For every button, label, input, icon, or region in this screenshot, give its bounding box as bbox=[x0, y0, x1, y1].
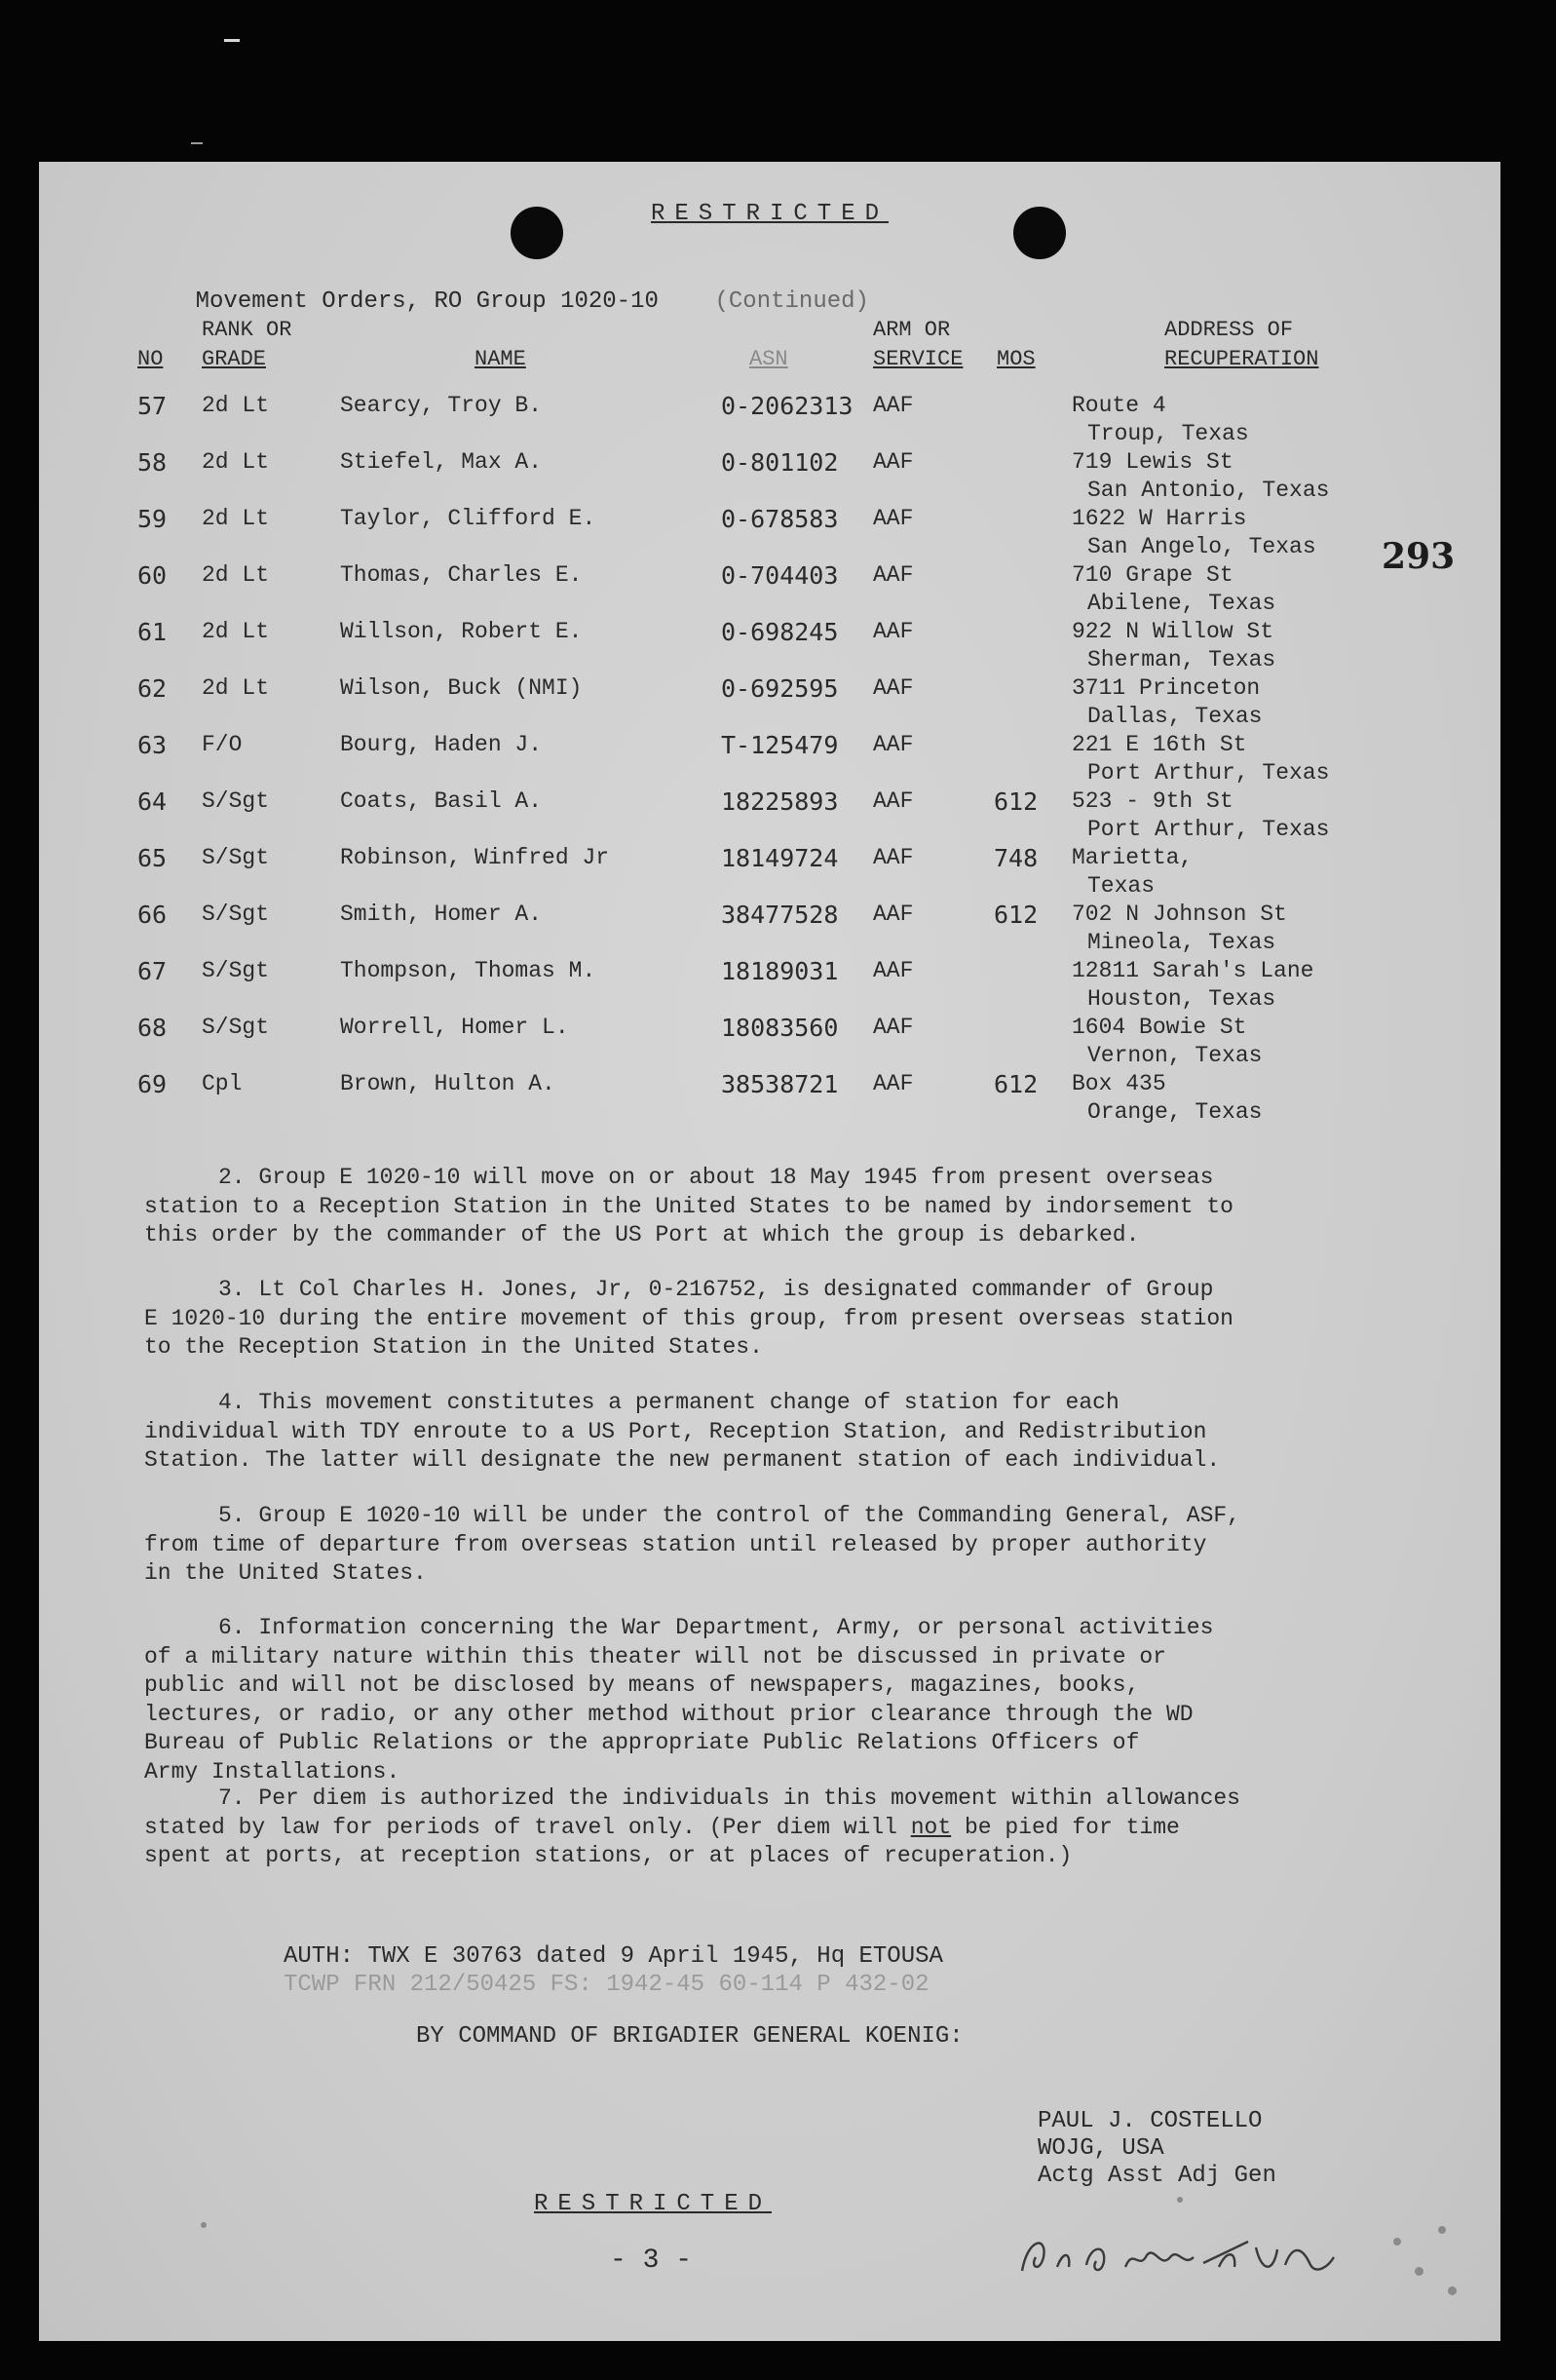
command-line: BY COMMAND OF BRIGADIER GENERAL KOENIG: bbox=[416, 2023, 964, 2050]
row-address-line-1: 3711 Princeton bbox=[1072, 675, 1261, 701]
row-arm: AAF bbox=[873, 788, 914, 814]
signature-name: PAUL J. COSTELLO bbox=[1038, 2108, 1263, 2134]
row-arm: AAF bbox=[873, 675, 914, 701]
speck bbox=[1438, 2226, 1446, 2234]
speck bbox=[1393, 2238, 1401, 2246]
row-address-line-1: 719 Lewis St bbox=[1072, 449, 1233, 475]
row-address-line-1: 710 Grape St bbox=[1072, 562, 1233, 588]
row-arm: AAF bbox=[873, 562, 914, 588]
paragraph-line bbox=[144, 1276, 1450, 1305]
footer-classification: RESTRICTED bbox=[533, 2191, 773, 2217]
paragraph-2 bbox=[144, 1164, 1450, 1250]
row-address-line-2: San Angelo, Texas bbox=[1087, 534, 1316, 559]
paragraph-line bbox=[144, 1643, 1450, 1672]
paragraph-text: Station. The latter will designate the new permanent station of each individual. bbox=[144, 1447, 1221, 1473]
row-number: 66 bbox=[137, 901, 168, 929]
row-name: Robinson, Winfred Jr bbox=[340, 845, 610, 870]
page-stamp-number: 293 bbox=[1382, 536, 1456, 577]
row-grade: 2d Lt bbox=[202, 562, 270, 588]
document-page bbox=[39, 162, 1500, 2341]
row-address-line-2: Sherman, Texas bbox=[1087, 647, 1276, 672]
row-asn: 0-2062313 bbox=[721, 392, 854, 420]
row-address-line-1: 523 - 9th St bbox=[1072, 788, 1233, 814]
paragraph-line bbox=[144, 1305, 1450, 1334]
row-name: Brown, Hulton A. bbox=[340, 1071, 555, 1096]
row-arm: AAF bbox=[873, 619, 914, 644]
row-asn: 0-692595 bbox=[721, 674, 839, 703]
row-address-line-1: Box 435 bbox=[1072, 1071, 1166, 1096]
edge-mark bbox=[224, 39, 240, 42]
paragraph-text: Per diem is authorized the individuals in this movement within allowances bbox=[258, 1785, 1240, 1811]
row-arm: AAF bbox=[873, 393, 914, 418]
header-arm-top: ARM OR bbox=[873, 318, 951, 342]
signature-title: Actg Asst Adj Gen bbox=[1038, 2163, 1276, 2189]
paragraph-5 bbox=[144, 1502, 1450, 1589]
row-asn: 18149724 bbox=[721, 844, 839, 872]
paragraph-text: spent at ports, at reception stations, or at places of recuperation.) bbox=[144, 1843, 1073, 1868]
row-grade: 2d Lt bbox=[202, 393, 270, 418]
row-mos: 748 bbox=[994, 844, 1039, 872]
paragraph-line bbox=[144, 1814, 1450, 1843]
row-asn: 38477528 bbox=[721, 901, 839, 929]
row-number: 57 bbox=[137, 392, 168, 420]
paragraph-text: to the Reception Station in the United States. bbox=[144, 1334, 763, 1360]
row-arm: AAF bbox=[873, 732, 914, 757]
header-asn: ASN bbox=[749, 347, 788, 371]
paragraph-line bbox=[144, 1164, 1450, 1193]
paragraph-text: station to a Reception Station in the United States to be named by indorsement to bbox=[144, 1193, 1233, 1219]
paragraph-number: 6. bbox=[218, 1615, 246, 1640]
row-address-line-1: Marietta, bbox=[1072, 845, 1194, 870]
row-address-line-1: 702 N Johnson St bbox=[1072, 902, 1287, 927]
row-address-line-2: Houston, Texas bbox=[1087, 986, 1276, 1012]
paragraph-text: from time of departure from overseas station until released by proper authority bbox=[144, 1531, 1207, 1557]
row-address-line-2: Port Arthur, Texas bbox=[1087, 760, 1330, 786]
row-name: Thomas, Charles E. bbox=[340, 562, 583, 588]
paragraph-text: Information concerning the War Department, Army, or personal activities bbox=[258, 1615, 1214, 1640]
row-grade: S/Sgt bbox=[202, 958, 270, 983]
header-name: NAME bbox=[474, 347, 526, 371]
row-number: 69 bbox=[137, 1070, 168, 1098]
row-address-line-2: Texas bbox=[1087, 873, 1156, 899]
paragraph-text: Group E 1020-10 will be under the control of the Commanding General, ASF, bbox=[258, 1503, 1240, 1528]
paragraph-text: public and will not be disclosed by means of newspapers, magazines, books, bbox=[144, 1672, 1140, 1698]
row-name: Worrell, Homer L. bbox=[340, 1015, 569, 1040]
paragraph-3 bbox=[144, 1276, 1450, 1363]
paragraph-text: Group E 1020-10 will move on or about 18 May 1945 from present overseas bbox=[258, 1165, 1214, 1190]
row-grade: S/Sgt bbox=[202, 902, 270, 927]
row-address-line-1: 221 E 16th St bbox=[1072, 732, 1247, 757]
paragraph-line bbox=[144, 1758, 1450, 1787]
paragraph-text: lectures, or radio, or any other method without prior clearance through the WD bbox=[144, 1701, 1194, 1727]
row-address-line-2: San Antonio, Texas bbox=[1087, 478, 1330, 503]
row-asn: 38538721 bbox=[721, 1070, 839, 1098]
speck bbox=[1415, 2267, 1423, 2276]
row-arm: AAF bbox=[873, 902, 914, 927]
continued-note: (Continued) bbox=[714, 288, 869, 315]
paragraph-line bbox=[144, 1614, 1450, 1643]
paragraph-text: in the United States. bbox=[144, 1560, 427, 1586]
row-name: Stiefel, Max A. bbox=[340, 449, 543, 475]
row-number: 63 bbox=[137, 731, 168, 759]
signature-rank: WOJG, USA bbox=[1038, 2135, 1164, 2162]
row-name: Coats, Basil A. bbox=[340, 788, 543, 814]
row-number: 61 bbox=[137, 618, 168, 646]
row-address-line-1: Route 4 bbox=[1072, 393, 1166, 418]
paragraph-number: 4. bbox=[218, 1390, 246, 1415]
row-address-line-2: Orange, Texas bbox=[1087, 1099, 1263, 1125]
row-address-line-1: 12811 Sarah's Lane bbox=[1072, 958, 1314, 983]
row-name: Thompson, Thomas M. bbox=[340, 958, 596, 983]
paragraph-line bbox=[144, 1193, 1450, 1222]
row-asn: 0-698245 bbox=[721, 618, 839, 646]
row-grade: S/Sgt bbox=[202, 788, 270, 814]
paragraph-line bbox=[144, 1842, 1450, 1871]
row-asn: 18189031 bbox=[721, 957, 839, 985]
paragraph-text: E 1020-10 during the entire movement of this group, from present overseas station bbox=[144, 1305, 1233, 1331]
row-arm: AAF bbox=[873, 506, 914, 531]
row-address-line-2: Vernon, Texas bbox=[1087, 1043, 1263, 1068]
paragraph-text: Bureau of Public Relations or the appropriate Public Relations Officers of bbox=[144, 1730, 1140, 1755]
row-mos: 612 bbox=[994, 1070, 1039, 1098]
row-name: Wilson, Buck (NMI) bbox=[340, 675, 583, 701]
row-arm: AAF bbox=[873, 449, 914, 475]
row-grade: 2d Lt bbox=[202, 619, 270, 644]
row-arm: AAF bbox=[873, 958, 914, 983]
header-classification: RESTRICTED bbox=[650, 201, 890, 227]
header-mos: MOS bbox=[997, 347, 1036, 371]
row-address-line-2: Troup, Texas bbox=[1087, 421, 1249, 446]
row-name: Taylor, Clifford E. bbox=[340, 506, 596, 531]
row-address-line-2: Port Arthur, Texas bbox=[1087, 817, 1330, 842]
row-grade: 2d Lt bbox=[202, 675, 270, 701]
paragraph-line bbox=[144, 1446, 1450, 1476]
row-address-line-2: Mineola, Texas bbox=[1087, 930, 1276, 955]
paragraph-line bbox=[144, 1333, 1450, 1363]
row-name: Searcy, Troy B. bbox=[340, 393, 543, 418]
row-grade: S/Sgt bbox=[202, 845, 270, 870]
row-name: Bourg, Haden J. bbox=[340, 732, 543, 757]
paragraph-number: 7. bbox=[218, 1785, 246, 1811]
row-grade: 2d Lt bbox=[202, 449, 270, 475]
paragraph-4 bbox=[144, 1389, 1450, 1476]
row-number: 64 bbox=[137, 787, 168, 816]
row-address-line-1: 1604 Bowie St bbox=[1072, 1015, 1247, 1040]
paragraph-text: Lt Col Charles H. Jones, Jr, 0-216752, is designated commander of Group bbox=[258, 1277, 1214, 1302]
paragraph-line bbox=[144, 1671, 1450, 1701]
row-asn: 18083560 bbox=[721, 1014, 839, 1042]
paragraph-text: of a military nature within this theater will not be discussed in private or bbox=[144, 1643, 1166, 1670]
row-asn: T-125479 bbox=[721, 731, 839, 759]
row-address-line-1: 1622 W Harris bbox=[1072, 506, 1247, 531]
row-name: Smith, Homer A. bbox=[340, 902, 543, 927]
auth-line-2: TCWP FRN 212/50425 FS: 1942-45 60-114 P 432-02 bbox=[284, 1972, 930, 1998]
paragraph-line bbox=[144, 1785, 1450, 1814]
speck bbox=[1177, 2197, 1183, 2203]
row-number: 67 bbox=[137, 957, 168, 985]
row-arm: AAF bbox=[873, 845, 914, 870]
paragraph-line bbox=[144, 1418, 1450, 1447]
paragraph-number: 5. bbox=[218, 1503, 246, 1528]
paragraph-line bbox=[144, 1389, 1450, 1418]
row-asn: 0-704403 bbox=[721, 561, 839, 590]
row-grade: F/O bbox=[202, 732, 243, 757]
paragraph-text: individual with TDY enroute to a US Port, Reception Station, and Redistribution bbox=[144, 1418, 1207, 1444]
row-number: 68 bbox=[137, 1014, 168, 1042]
paragraph-line bbox=[144, 1729, 1450, 1758]
row-arm: AAF bbox=[873, 1015, 914, 1040]
header-recuperation: RECUPERATION bbox=[1164, 347, 1319, 371]
row-address-line-2: Abilene, Texas bbox=[1087, 591, 1276, 616]
paragraph-line bbox=[144, 1502, 1450, 1531]
page-number: - 3 - bbox=[609, 2246, 692, 2276]
title-line: Movement Orders, RO Group 1020-10 bbox=[195, 288, 659, 315]
row-number: 59 bbox=[137, 505, 168, 533]
paragraph-number: 2. bbox=[218, 1165, 246, 1190]
row-grade: S/Sgt bbox=[202, 1015, 270, 1040]
paragraph-text: This movement constitutes a permanent change of station for each bbox=[258, 1390, 1120, 1415]
speck bbox=[201, 2222, 207, 2228]
row-arm: AAF bbox=[873, 1071, 914, 1096]
paragraph-text: Army Installations. bbox=[144, 1758, 400, 1785]
header-address-top: ADDRESS OF bbox=[1164, 318, 1294, 342]
paragraph-line bbox=[144, 1531, 1450, 1560]
edge-mark bbox=[191, 142, 203, 144]
paragraph-6 bbox=[144, 1614, 1450, 1786]
row-mos: 612 bbox=[994, 901, 1039, 929]
paragraph-text: stated by law for periods of travel only. (Per diem will not be pied for time bbox=[144, 1814, 1180, 1840]
speck bbox=[1448, 2286, 1457, 2295]
header-no: NO bbox=[137, 347, 164, 371]
row-name: Willson, Robert E. bbox=[340, 619, 583, 644]
header-rank-top: RANK OR bbox=[202, 318, 292, 342]
paragraph-line bbox=[144, 1559, 1450, 1589]
row-grade: Cpl bbox=[202, 1071, 243, 1096]
row-asn: 18225893 bbox=[721, 787, 839, 816]
row-number: 65 bbox=[137, 844, 168, 872]
row-address-line-2: Dallas, Texas bbox=[1087, 704, 1263, 729]
header-grade: GRADE bbox=[202, 347, 267, 371]
paragraph-7 bbox=[144, 1785, 1450, 1871]
row-number: 62 bbox=[137, 674, 168, 703]
paragraph-line bbox=[144, 1701, 1450, 1730]
row-grade: 2d Lt bbox=[202, 506, 270, 531]
auth-line-1: AUTH: TWX E 30763 dated 9 April 1945, Hq ETOUSA bbox=[284, 1943, 943, 1970]
row-number: 60 bbox=[137, 561, 168, 590]
row-asn: 0-801102 bbox=[721, 448, 839, 477]
paragraph-line bbox=[144, 1221, 1450, 1250]
paragraph-text: this order by the commander of the US Port at which the group is debarked. bbox=[144, 1222, 1140, 1248]
header-service: SERVICE bbox=[873, 347, 964, 371]
paragraph-number: 3. bbox=[218, 1277, 246, 1302]
row-mos: 612 bbox=[994, 787, 1039, 816]
row-address-line-1: 922 N Willow St bbox=[1072, 619, 1274, 644]
row-asn: 0-678583 bbox=[721, 505, 839, 533]
row-number: 58 bbox=[137, 448, 168, 477]
